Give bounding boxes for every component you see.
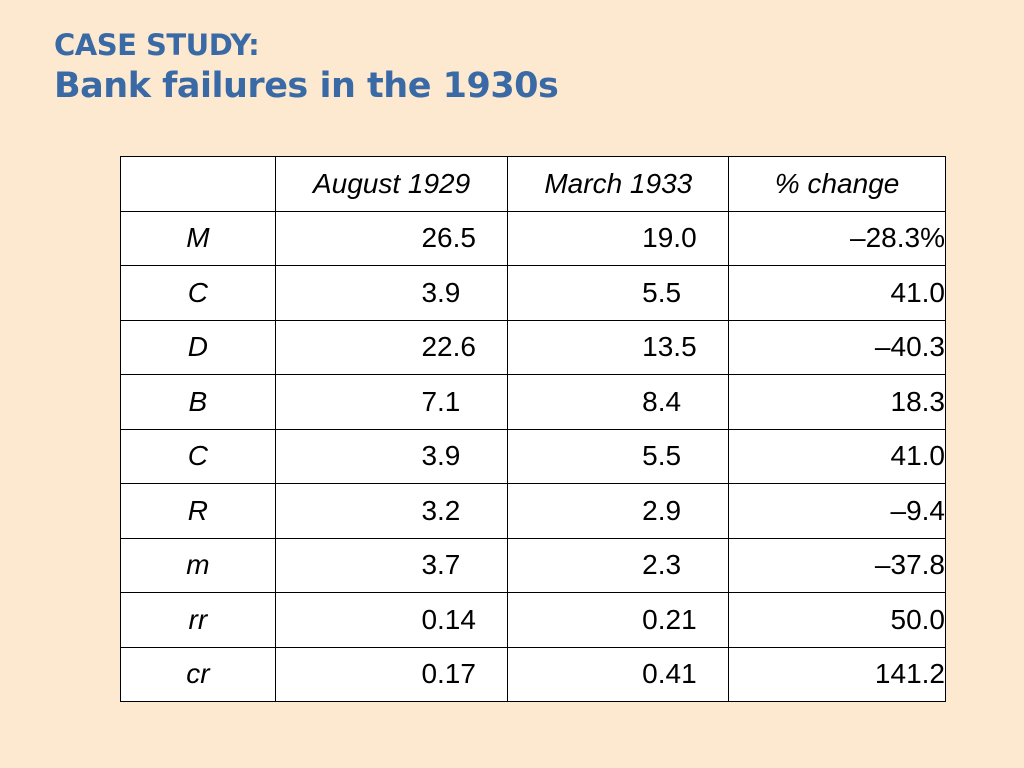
cell-mar-1933: [508, 320, 729, 375]
cell-pct-change-value: 141.2: [874, 658, 945, 690]
cell-pct-change: [729, 538, 946, 593]
cell-mar-1933: [508, 375, 729, 430]
cell-aug-1929-value: 7.1: [421, 385, 461, 417]
cell-aug-1929-value: 3.7: [421, 549, 461, 581]
cell-pct-change-value: –40.3: [874, 331, 945, 363]
row-label: R: [121, 484, 276, 539]
cell-pct-change-value: 41.0: [890, 276, 945, 308]
cell-mar-1933-value: 19.0: [642, 222, 697, 254]
cell-aug-1929: [275, 320, 508, 375]
column-header-pct-change: % change: [729, 157, 946, 212]
cell-mar-1933: [508, 538, 729, 593]
bank-failures-table: [120, 156, 946, 702]
row-label: C: [121, 429, 276, 484]
cell-pct-change: [729, 593, 946, 648]
table-row: [121, 211, 946, 266]
table-row: [121, 593, 946, 648]
cell-aug-1929: [275, 647, 508, 702]
cell-pct-change-value: 18.3: [890, 385, 945, 417]
table-row: [121, 266, 946, 321]
cell-aug-1929-value: 22.6: [421, 331, 476, 363]
cell-mar-1933-value: 13.5: [642, 331, 697, 363]
cell-pct-change-value: –28.3%: [850, 222, 945, 254]
table-row: [121, 484, 946, 539]
table-row: [121, 538, 946, 593]
cell-pct-change: [729, 320, 946, 375]
cell-pct-change: [729, 429, 946, 484]
cell-pct-change: [729, 484, 946, 539]
cell-aug-1929-value: 26.5: [421, 222, 476, 254]
column-header-aug-1929: August 1929: [275, 157, 508, 212]
cell-mar-1933: [508, 593, 729, 648]
column-header-blank: [121, 157, 276, 212]
cell-mar-1933-value: 8.4: [642, 385, 682, 417]
cell-aug-1929-value: 0.17: [421, 658, 476, 690]
table-row: [121, 375, 946, 430]
cell-aug-1929-value: 3.9: [421, 440, 461, 472]
cell-pct-change: [729, 266, 946, 321]
cell-aug-1929: [275, 375, 508, 430]
slide-heading: [54, 28, 558, 107]
cell-pct-change: [729, 375, 946, 430]
cell-aug-1929: [275, 538, 508, 593]
cell-aug-1929-value: 3.9: [421, 276, 461, 308]
cell-mar-1933-value: 2.9: [642, 494, 682, 526]
cell-mar-1933-value: 0.21: [642, 603, 697, 635]
cell-aug-1929: [275, 211, 508, 266]
column-header-mar-1933: March 1933: [508, 157, 729, 212]
cell-mar-1933: [508, 484, 729, 539]
slide-title: Bank failures in the 1930s: [54, 65, 559, 106]
cell-mar-1933: [508, 266, 729, 321]
row-label: M: [121, 211, 276, 266]
cell-mar-1933-value: 2.3: [642, 549, 682, 581]
case-study-label: CASE STUDY:: [54, 28, 260, 62]
cell-aug-1929-value: 3.2: [421, 494, 461, 526]
cell-aug-1929: [275, 484, 508, 539]
cell-pct-change-value: 50.0: [890, 603, 945, 635]
cell-aug-1929: [275, 266, 508, 321]
row-label: D: [121, 320, 276, 375]
cell-aug-1929: [275, 593, 508, 648]
cell-mar-1933-value: 0.41: [642, 658, 697, 690]
cell-mar-1933: [508, 647, 729, 702]
cell-mar-1933-value: 5.5: [642, 440, 682, 472]
cell-pct-change-value: –37.8: [874, 549, 945, 581]
cell-pct-change-value: 41.0: [890, 440, 945, 472]
row-label: C: [121, 266, 276, 321]
row-label: B: [121, 375, 276, 430]
row-label: rr: [121, 593, 276, 648]
cell-mar-1933: [508, 211, 729, 266]
cell-aug-1929: [275, 429, 508, 484]
table-row: [121, 320, 946, 375]
cell-pct-change: [729, 211, 946, 266]
row-label: m: [121, 538, 276, 593]
cell-mar-1933-value: 5.5: [642, 276, 682, 308]
table-row: [121, 647, 946, 702]
cell-mar-1933: [508, 429, 729, 484]
row-label: cr: [121, 647, 276, 702]
table-header-row: [121, 157, 946, 212]
cell-aug-1929-value: 0.14: [421, 603, 476, 635]
cell-pct-change: [729, 647, 946, 702]
cell-pct-change-value: –9.4: [890, 494, 945, 526]
table-row: [121, 429, 946, 484]
